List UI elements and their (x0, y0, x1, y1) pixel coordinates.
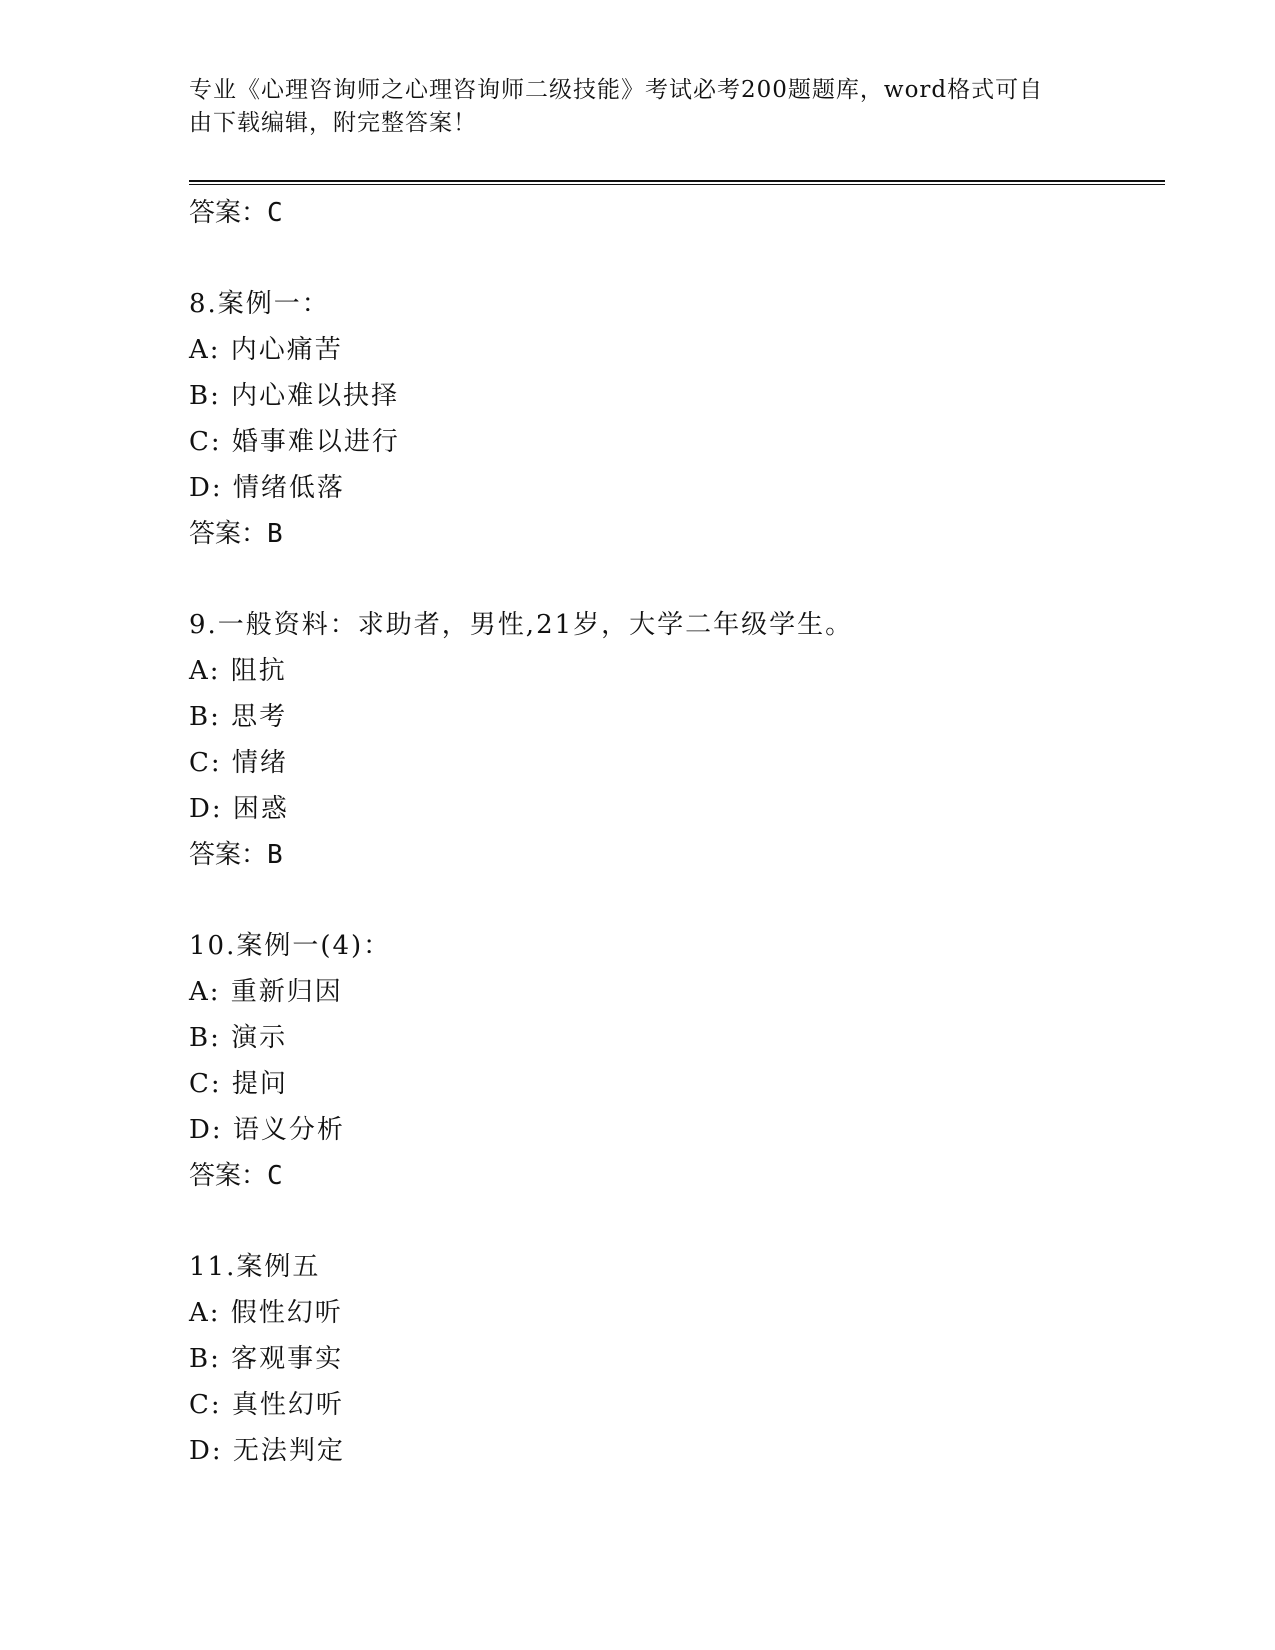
question-list (189, 190, 1165, 1474)
question-title: 9.一般资料：求助者，男性,21岁，大学二年级学生。 (189, 610, 854, 640)
header-line-1: 专业《心理咨询师之心理咨询师二级技能》考试必考200题题库，word格式可自 (189, 77, 1044, 103)
answer-line: 答案：B (189, 519, 283, 549)
question-title: 10.案例一(4)： (189, 931, 392, 961)
option-d: D: 无法判定 (189, 1436, 345, 1466)
option-d: D: 困惑 (189, 794, 289, 824)
header-line-2: 由下载编辑，附完整答案！ (189, 110, 477, 136)
option-b: B: 演示 (189, 1023, 288, 1053)
header-divider-thin (189, 184, 1165, 185)
option-d: D: 情绪低落 (189, 473, 345, 503)
option-b: B: 内心难以抉择 (189, 381, 400, 411)
option-a: A: 重新归因 (189, 977, 343, 1007)
option-c: C: 情绪 (189, 748, 288, 778)
question-title: 11.案例五 (189, 1252, 321, 1282)
header-divider-thick (189, 180, 1165, 182)
option-c: C: 真性幻听 (189, 1390, 344, 1420)
answer-line: 答案：C (189, 1161, 283, 1191)
question-title: 8.案例一： (189, 289, 330, 319)
option-c: C: 婚事难以进行 (189, 427, 400, 457)
answer-line: 答案：B (189, 840, 283, 870)
option-a: A: 内心痛苦 (189, 335, 343, 365)
option-b: B: 思考 (189, 702, 288, 732)
option-d: D: 语义分析 (189, 1115, 345, 1145)
answer-line: 答案：C (189, 198, 283, 228)
option-b: B: 客观事实 (189, 1344, 344, 1374)
option-c: C: 提问 (189, 1069, 288, 1099)
option-a: A: 阻抗 (189, 656, 287, 686)
document-header (189, 74, 1069, 140)
option-a: A: 假性幻听 (189, 1298, 343, 1328)
